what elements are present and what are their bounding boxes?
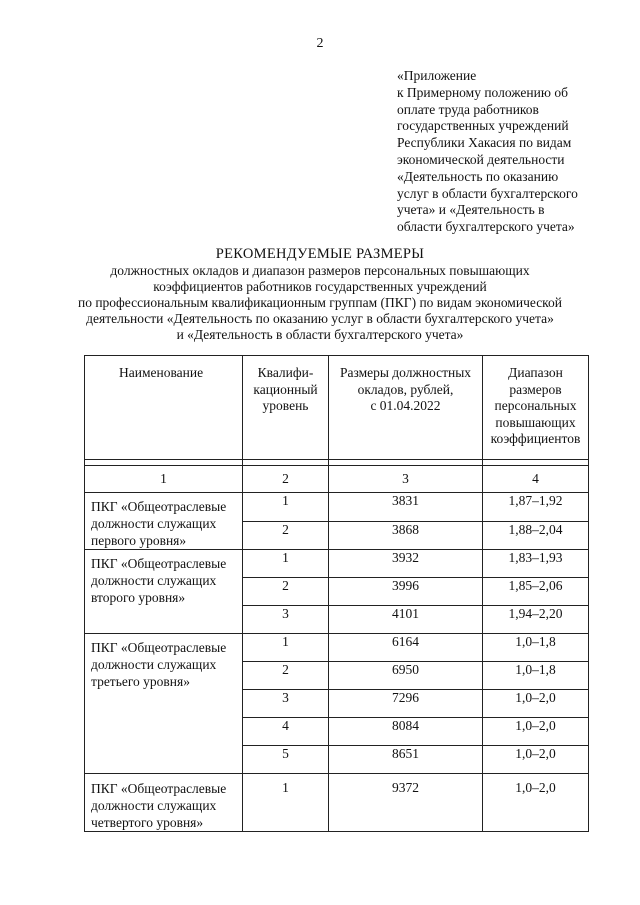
heading-line: по профессиональным квалификационным группам (ПКГ) по видам экономической — [77, 295, 563, 310]
appendix-note — [397, 68, 627, 236]
salary-cell: 6164 — [329, 634, 483, 662]
level-cell: 5 — [243, 746, 329, 774]
document-heading — [0, 246, 640, 343]
level-cell: 3 — [243, 606, 329, 634]
column-number-row — [85, 466, 589, 493]
range-cell: 1,0–2,0 — [483, 774, 589, 832]
range-cell: 1,0–2,0 — [483, 746, 589, 774]
salary-cell: 4101 — [329, 606, 483, 634]
level-cell: 2 — [243, 578, 329, 606]
salary-cell: 3932 — [329, 550, 483, 578]
level-cell: 2 — [243, 662, 329, 690]
table-row — [85, 774, 589, 832]
appendix-line: оплате труда работников — [397, 101, 539, 117]
salary-cell: 8084 — [329, 718, 483, 746]
header-range: Диапазон размеров персональных повышающих коэффициентов — [483, 356, 589, 460]
appendix-line: услуг в области бухгалтерского — [397, 185, 578, 201]
group-name: ПКГ «Общеотраслевые должности служащих первого уровня» — [85, 493, 243, 550]
salary-cell: 8651 — [329, 746, 483, 774]
salary-cell: 3831 — [329, 493, 483, 522]
salary-cell: 7296 — [329, 690, 483, 718]
table-row — [85, 550, 589, 578]
appendix-line: области бухгалтерского учета» — [397, 219, 575, 235]
range-cell: 1,0–2,0 — [483, 690, 589, 718]
level-cell: 1 — [243, 493, 329, 522]
level-cell: 3 — [243, 690, 329, 718]
level-cell: 4 — [243, 718, 329, 746]
group-name: ПКГ «Общеотраслевые должности служащих третьего уровня» — [85, 634, 243, 774]
appendix-line: к Примерному положению об — [397, 84, 568, 100]
heading-line: и «Деятельность в области бухгалтерского учета» — [176, 327, 464, 342]
appendix-line: государственных учреждений — [397, 118, 569, 134]
appendix-line: учета» и «Деятельность в — [397, 202, 545, 218]
range-cell: 1,0–1,8 — [483, 634, 589, 662]
document-title: РЕКОМЕНДУЕМЫЕ РАЗМЕРЫ — [215, 246, 425, 262]
range-cell: 1,88–2,04 — [483, 521, 589, 550]
column-number: 1 — [85, 466, 243, 493]
level-cell: 1 — [243, 634, 329, 662]
range-cell: 1,83–1,93 — [483, 550, 589, 578]
salary-cell: 6950 — [329, 662, 483, 690]
header-salary: Размеры должностных окладов, рублей, с 01.04.2022 — [329, 356, 483, 460]
heading-line: деятельности «Деятельность по оказанию услуг в области бухгалтерского учета» — [86, 311, 554, 326]
level-cell: 2 — [243, 521, 329, 550]
salary-table — [84, 355, 589, 832]
heading-line: должностных окладов и диапазон размеров персональных повышающих — [110, 263, 530, 278]
group-name: ПКГ «Общеотраслевые должности служащих четвертого уровня» — [85, 774, 243, 832]
table-row — [85, 493, 589, 522]
heading-line: коэффициентов работников государственных учреждений — [153, 279, 487, 294]
appendix-line: Республики Хакасия по видам — [397, 135, 572, 151]
table-row — [85, 634, 589, 662]
salary-cell: 9372 — [329, 774, 483, 832]
range-cell: 1,85–2,06 — [483, 578, 589, 606]
column-number: 2 — [243, 466, 329, 493]
group-name: ПКГ «Общеотраслевые должности служащих второго уровня» — [85, 550, 243, 634]
column-number: 4 — [483, 466, 589, 493]
header-level: Квалифи- кационный уровень — [243, 356, 329, 460]
appendix-line: «Деятельность по оказанию — [397, 168, 559, 184]
salary-cell: 3996 — [329, 578, 483, 606]
column-number: 3 — [329, 466, 483, 493]
appendix-line: «Приложение — [397, 68, 477, 83]
salary-cell: 3868 — [329, 521, 483, 550]
range-cell: 1,0–1,8 — [483, 662, 589, 690]
table-header-row — [85, 356, 589, 460]
range-cell: 1,0–2,0 — [483, 718, 589, 746]
range-cell: 1,87–1,92 — [483, 493, 589, 522]
header-name: Наименование — [85, 356, 243, 460]
range-cell: 1,94–2,20 — [483, 606, 589, 634]
appendix-line: экономической деятельности — [397, 151, 565, 167]
page-number: 2 — [316, 36, 324, 51]
level-cell: 1 — [243, 774, 329, 832]
level-cell: 1 — [243, 550, 329, 578]
